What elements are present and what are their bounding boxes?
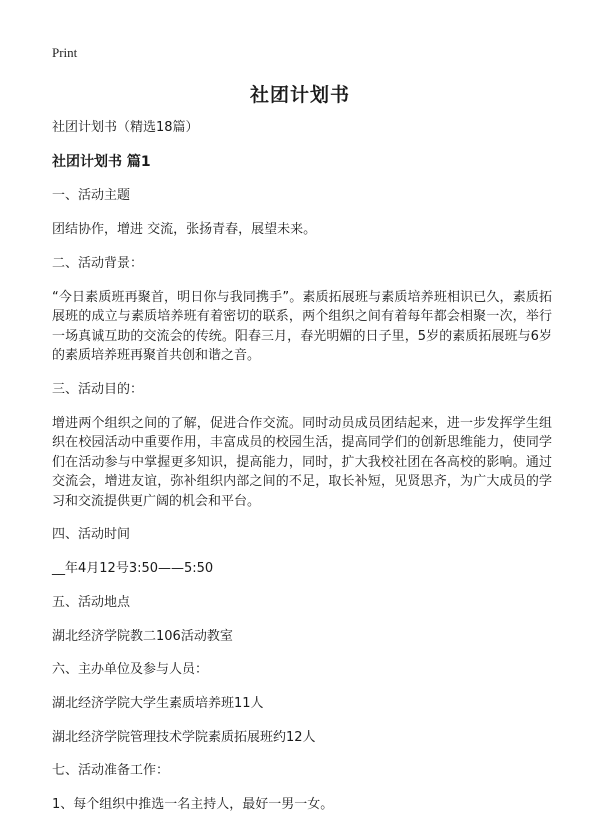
section-heading-location: 五、活动地点 [52,594,131,610]
section-body-theme: 团结协作，增进 交流，张扬青春，展望未来。 [52,222,317,237]
section-heading-organizers: 六、主办单位及参与人员： [52,662,209,677]
section-body-background: “今日素质班再聚首，明日你与我同携手”。素质拓展班与素质培养班相识已久，素质拓展班的成立与素质培养班有着密切的联系，两个组织之间有着每年都会相聚一次，举行一场真诚互助的交流会的传统。阳春三月，春光明媚的日子里，5岁的素质拓展班与6岁的素质培养班再聚首共创和谐之音。 [52,289,552,363]
section-body-location: 湖北经济学院教二106活动教室 [52,628,233,644]
section-heading-time: 四、活动时间 [52,527,131,542]
print-link[interactable]: Print [52,45,78,60]
chapter-title: 社团计划书 篇1 [52,154,151,170]
section-body-preparation: 1、每个组织中推选一名主持人，最好一男一女。 [52,797,334,812]
section-body-organizers-2: 湖北经济学院管理技术学院素质拓展班约12人 [52,729,316,745]
section-body-organizers-1: 湖北经济学院大学生素质培养班11人 [52,696,264,711]
section-body-time: __年4月12号3:50——5:50 [52,561,214,576]
section-heading-preparation: 七、活动准备工作： [52,763,170,778]
document-body [52,118,552,829]
section-body-purpose: 增进两个组织之间的了解，促进合作交流。同时动员成员团结起来，进一步发挥学生组织在校园活动中重要作用，丰富成员的校园生活，提高同学们的创新思维能力，使同学们在活动参与中掌握更多知识，提高能力，同时，扩大我校社团在各高校的影响。通过交流会，增进友谊，弥补组织内部之间的不足，取长补短，见贤思齐，为广大成员的学习和交流提供更广阔的机会和平台。 [52,415,552,509]
section-heading-purpose: 三、活动目的： [52,381,144,397]
document-subtitle: 社团计划书（精选18篇） [52,120,199,135]
page-title: 社团计划书 [249,84,350,106]
section-heading-theme: 一、活动主题 [52,188,131,203]
section-heading-background: 二、活动背景： [52,255,144,271]
